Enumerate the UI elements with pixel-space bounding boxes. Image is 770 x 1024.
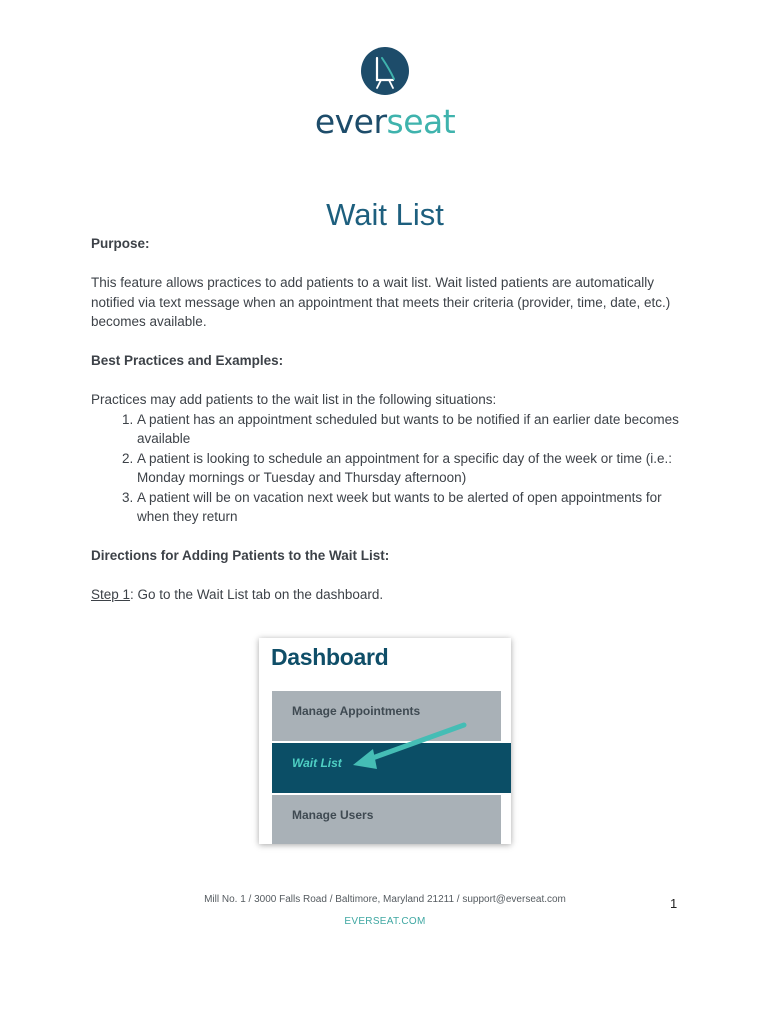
pointer-arrow-icon (259, 638, 511, 844)
best-practices-heading: Best Practices and Examples: (91, 353, 284, 368)
examples-list (91, 410, 691, 527)
menu-item-label: Manage Appointments (292, 704, 421, 718)
logo-word-ever: ever (314, 102, 387, 141)
footer-url[interactable]: EVERSEAT.COM (344, 916, 426, 927)
page-title: Wait List (326, 196, 444, 232)
logo-word-seat: seat (386, 102, 456, 141)
menu-item-label: Wait List (292, 756, 342, 770)
step-1-label: Step 1 (91, 587, 131, 602)
step-1-text: : Go to the Wait List tab on the dashboard. (130, 587, 384, 602)
directions-heading: Directions for Adding Patients to the Wait List: (91, 548, 390, 563)
list-item: 1. A patient has an appointment scheduled but wants to be notified if an earlier date becomes available (137, 410, 691, 449)
everseat-logo (0, 46, 770, 141)
footer-address: Mill No. 1 / 3000 Falls Road / Baltimore, Maryland 21211 / support@everseat.com (204, 894, 566, 905)
page-number: 1 (670, 896, 678, 911)
purpose-heading: Purpose: (91, 236, 150, 251)
chair-logo-icon (360, 46, 410, 96)
step-1 (91, 585, 691, 605)
logo-wordmark (0, 103, 770, 141)
list-item: 2. A patient is looking to schedule an appointment for a specific day of the week or time (i.e.: Monday mornings or Tuesday and Thursday afternoon) (137, 449, 691, 488)
dashboard-screenshot (259, 638, 511, 844)
document-body (91, 234, 691, 605)
menu-item-label: Manage Users (292, 808, 374, 822)
best-practices-intro: Practices may add patients to the wait list in the following situations: (91, 392, 497, 407)
dashboard-title: Dashboard (271, 644, 389, 670)
purpose-body: This feature allows practices to add patients to a wait list. Wait listed patients are automatically notified via text message when an appointment that meets their criteria (provider, time, date, etc.) becomes available. (91, 275, 671, 329)
list-item: 3. A patient will be on vacation next week but wants to be alerted of open appointments for when they return (137, 488, 691, 527)
